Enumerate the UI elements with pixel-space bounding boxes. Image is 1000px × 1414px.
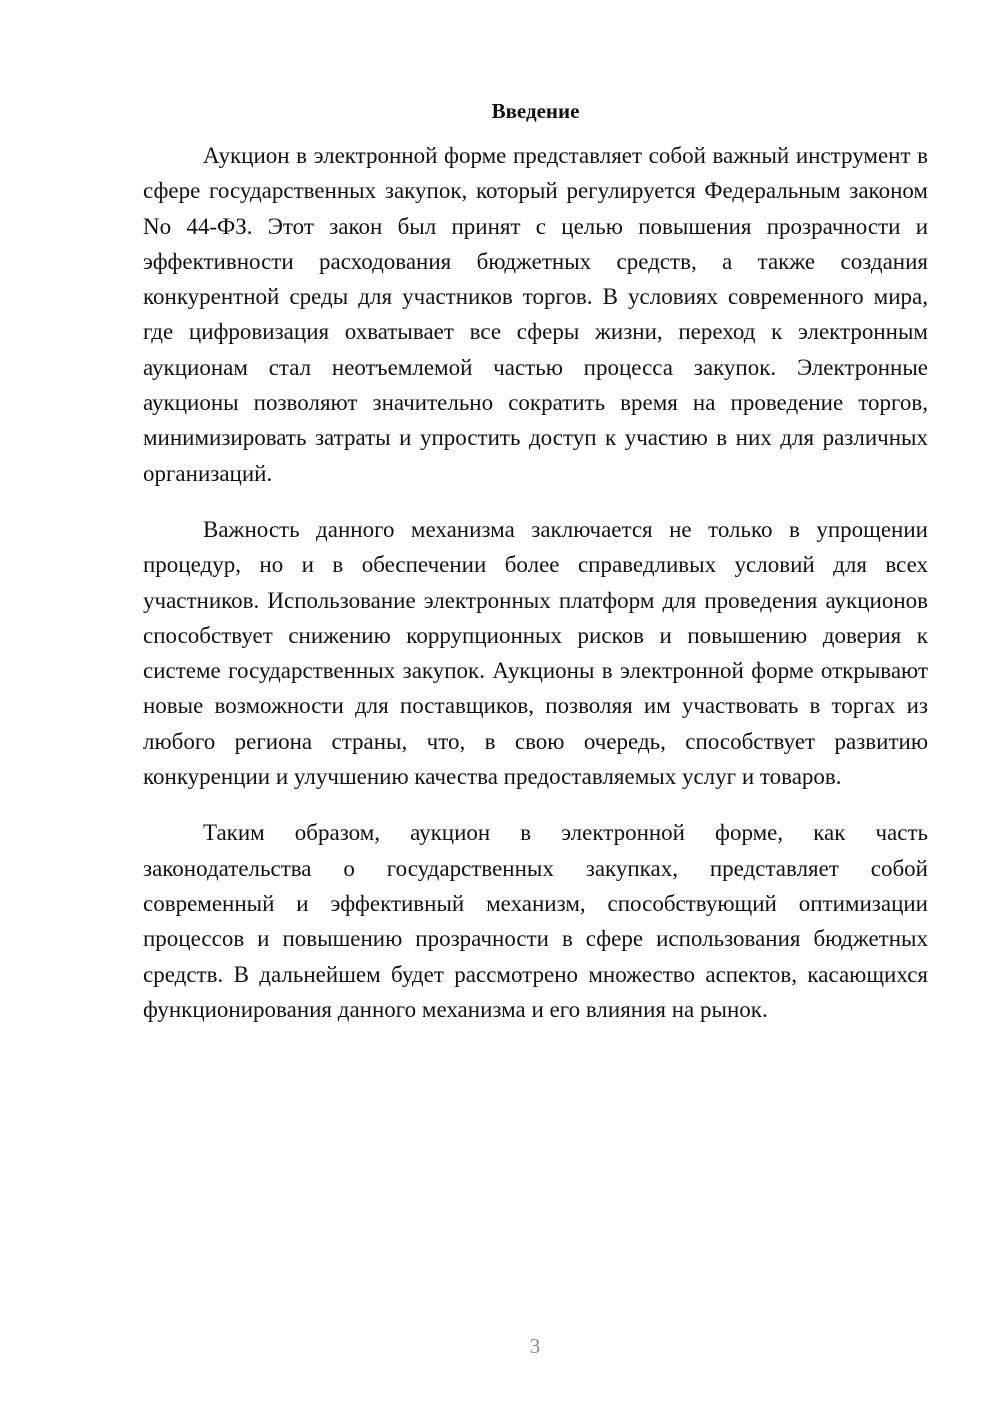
section-title: Введение bbox=[491, 99, 580, 123]
paragraph-2: Важность данного механизма заключается не только в упрощении процедур, но и в обеспечении более справедливых условий для всех участников. Использование электронных платформ для проведения аукционов способствует снижению коррупционных рисков и повышению доверия к системе государственных закупок. Аукционы в электронной форме открывают новые возможности для поставщиков, позволяя им участвовать в торгах из любого региона страны, что, в свою очередь, способствует развитию конкуренции и улучшению качества предоставляемых услуг и товаров. bbox=[143, 516, 928, 790]
paragraph-1: Аукцион в электронной форме представляет собой важный инструмент в сфере государственных закупок, который регулируется Федеральным законом No 44-ФЗ. Этот закон был принят с целью повышения прозрачности и эффективности расходования бюджетных средств, а также создания конкурентной среды для участников торгов. В условиях современного мира, где цифровизация охватывает все сферы жизни, переход к электронным аукционам стал неотъемлемой частью процесса закупок. Электронные аукционы позволяют значительно сократить время на проведение торгов, минимизировать затраты и упростить доступ к участию в них для различных организаций. bbox=[143, 143, 928, 486]
page-number: 3 bbox=[529, 1334, 541, 1358]
document-page bbox=[143, 96, 928, 1048]
paragraph-3: Таким образом, аукцион в электронной форме, как часть законодательства о государственных закупках, представляет собой современный и эффективный механизм, способствующий оптимизации процессов и повышению прозрачности в сфере использования бюджетных средств. В дальнейшем будет рассмотрено множество аспектов, касающихся функционирования данного механизма и его влияния на рынок. bbox=[143, 820, 928, 1022]
